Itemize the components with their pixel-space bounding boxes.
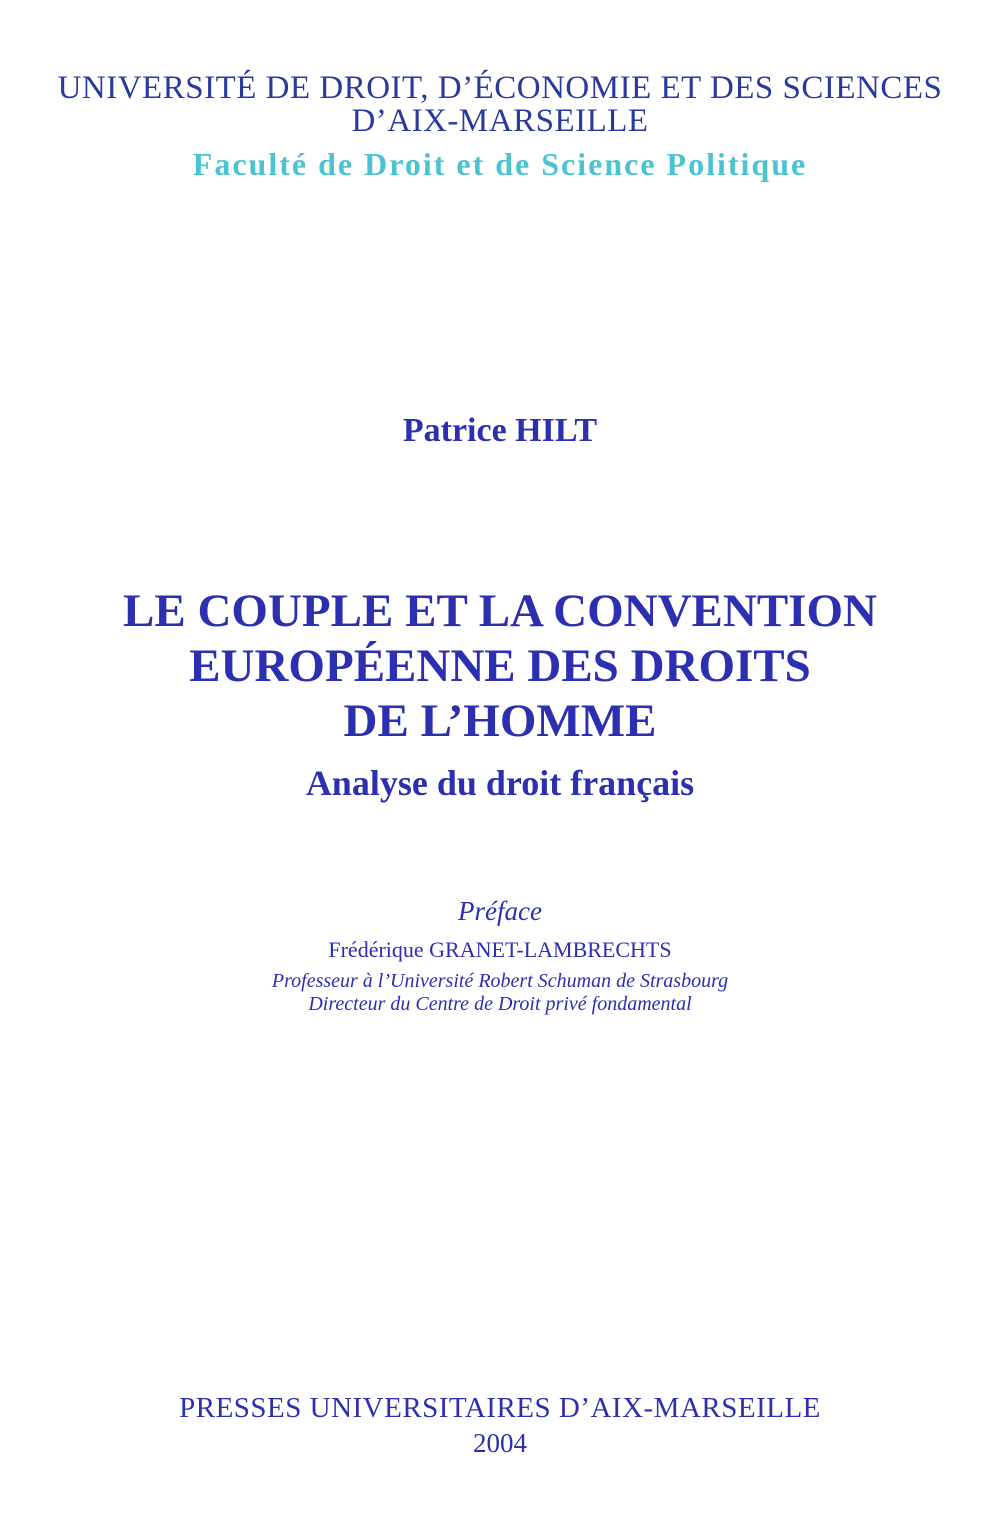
publication-year: 2004 [473,1428,527,1458]
publisher-name: PRESSES UNIVERSITAIRES D’AIX-MARSEILLE [179,1392,821,1424]
preface-label: Préface [458,896,542,926]
book-title-line-1: LE COUPLE ET LA CONVENTION [123,585,877,637]
author-name: Patrice HILT [402,412,598,449]
preface-author-name: Frédérique GRANET-LAMBRECHTS [328,937,672,962]
book-title-line-2: EUROPÉENNE DES DROITS [189,640,811,692]
faculty-name: Faculté de Droit et de Science Politique [192,146,808,182]
book-subtitle: Analyse du droit français [305,763,695,803]
book-title-line-3: DE L’HOMME [343,695,657,747]
university-name-line-2: D’AIX-MARSEILLE [351,103,649,139]
preface-author-role-line-2: Directeur du Centre de Droit privé fondamental [308,993,692,1015]
university-name-line-1: UNIVERSITÉ DE DROIT, D’ÉCONOMIE ET DES SCIENCES [57,70,943,106]
preface-author-role-line-1: Professeur à l’Université Robert Schuman de Strasbourg [271,970,729,992]
